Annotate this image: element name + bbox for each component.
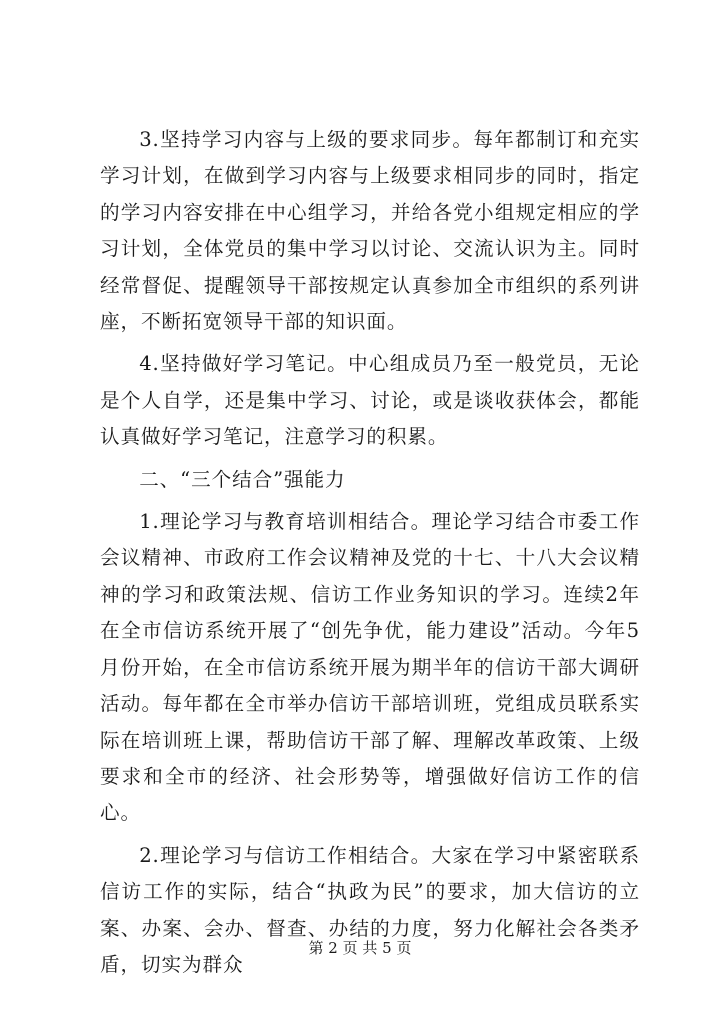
- paragraph-training: 1.理论学习与教育培训相结合。理论学习结合市委工作会议精神、市政府工作会议精神及党的十七、十八大会议精神的学习和政策法规、信访工作业务知识的学习。连续2年在全市信访系统开展了“创先争优，能力建设”活动。今年5月份开始，在全市信访系统开展为期半年的信访干部大调研活动。每年都在全市举办信访干部培训班，党组成员联系实际在培训班上课，帮助信访干部了解、理解改革政策、上级要求和全市的经济、社会形势等，增强做好信访工作的信心。: [100, 510, 640, 825]
- section-heading: 二、“三个结合”强能力: [139, 467, 346, 491]
- page-number: 第 2 页 共 5 页: [308, 939, 412, 957]
- page-footer: [0, 938, 720, 958]
- paragraph-petition-work: 2.理论学习与信访工作相结合。大家在学习中紧密联系信访工作的实际，结合“执政为民”的要求，加大信访的立案、办案、会办、督查、办结的力度，努力化解社会各类矛盾，切实为群众: [100, 843, 640, 976]
- paragraph-study-notes: 4.坚持做好学习笔记。中心组成员乃至一般党员，无论是个人自学，还是集中学习、讨论，或是谈收获体会，都能认真做好学习笔记，注意学习的积累。: [100, 352, 640, 449]
- paragraph-study-sync: 3.坚持学习内容与上级的要求同步。每年都制订和充实学习计划，在做到学习内容与上级要求相同步的同时，指定的学习内容安排在中心组学习，并给各党小组规定相应的学习计划，全体党员的集中学习以讨论、交流认识为主。同时经常督促、提醒领导干部按规定认真参加全市组织的系列讲座，不断拓宽领导干部的知识面。: [100, 128, 640, 334]
- document-body: [100, 122, 640, 983]
